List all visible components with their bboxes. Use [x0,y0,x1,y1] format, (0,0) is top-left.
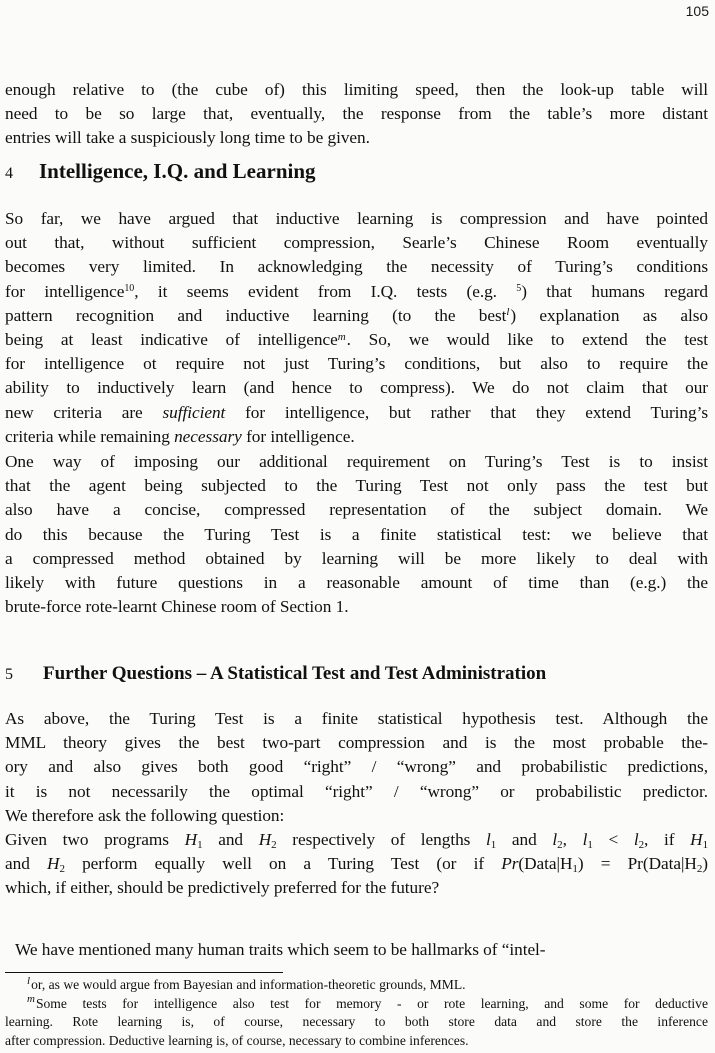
section-4-paragraph-2 [5,450,708,619]
text-line: enough relative to (the cube of) this limiting speed, then the look-up table will [5,80,708,99]
text-line [5,401,708,425]
footnote-ref-m[interactable]: m [337,330,346,343]
footnote-text: Some tests for intelligence also test for memory - or rote learning, and some for deductive [35,995,708,1011]
subscript: 1 [587,838,593,851]
text-line: that the agent being subjected to the Turing Test not only pass the test but [5,476,708,496]
text-span: ) = Pr(Data|H [577,854,697,874]
math-var: l [486,830,491,850]
footnote-marker: m [27,993,35,1006]
subscript: 2 [638,838,645,851]
text-span: (Data|H [518,854,573,874]
footnote-marker: l [27,974,31,987]
text-span: for intelligence [5,281,125,301]
text-span: and [496,830,553,850]
citation-ref[interactable]: 10 [124,282,135,294]
subscript: 1 [197,838,203,851]
math-var: H [47,854,60,874]
text-line [5,280,708,304]
subscript: 2 [557,838,563,851]
math-var: Pr [501,854,519,874]
section-title: Further Questions – A Statistical Test and Test Administration [43,663,547,684]
text-line [5,304,708,328]
subscript: 1 [702,838,709,851]
section-5-paragraph-1 [5,707,708,901]
text-line: We therefore ask the following question: [5,805,285,825]
emphasis: sufficient [162,402,226,422]
text-line: a compressed method obtained by learning will be more likely to deal with [5,548,708,568]
page-number: 105 [685,3,709,19]
text-span: and [5,854,47,874]
section-4-paragraph-1 [5,207,708,449]
text-line: also have a concise, compressed representation of the subject domain. We [5,500,708,520]
math-var: H [258,830,272,850]
emphasis: necessary [174,426,242,446]
text-line: ability to inductively learn (and hence to compress). We do not claim that our [5,378,708,398]
text-span: new criteria are [5,402,163,422]
text-line [5,425,708,449]
text-span: ) that humans regard [521,281,708,301]
question-line: which, if either, should be predictively preferred for the future? [5,878,440,898]
text-span: perform equally well on a Turing Test (or if [64,854,502,874]
math-var: H [690,830,703,850]
math-var: l [582,830,588,850]
footnote-m-line: after compression. Deductive learning is, of course, necessary to combine inferences. [5,1032,469,1048]
footnote-ref-l[interactable]: l [506,306,510,319]
text-span: for intelligence. [241,426,355,446]
subscript: 1 [572,862,578,875]
text-line: entries will take a suspiciously long time to be given. [5,128,370,148]
intro-paragraph [5,78,708,151]
text-line: brute-force rote-learnt Chinese room of Section 1. [5,597,349,617]
footnote-l [5,976,708,995]
text-span: < [592,830,634,850]
text-line: out that, without sufficient compression, Searle’s Chinese Room eventually [5,233,708,253]
section-5-paragraph-2 [15,938,708,962]
text-line: MML theory gives the best two-part compression and is the most probable the- [5,733,708,753]
question-line [5,852,708,876]
text-span: and [202,830,259,850]
text-line [5,328,708,352]
question-line [5,828,708,852]
section-number: 4 [5,165,13,182]
text-line: becomes very limited. In acknowledging the necessity of Turing’s conditions [5,257,708,277]
text-span: , if [644,830,691,850]
text-span: Given two programs [5,830,185,850]
text-line: One way of imposing our additional requirement on Turing’s Test is to insist [5,452,708,471]
math-var: H [184,830,198,850]
footnote-text: or, as we would argue from Bayesian and information-theoretic grounds, MML. [31,977,466,992]
text-line: do this because the Turing Test is a finite statistical test: we believe that [5,524,708,544]
footnote-m-line: learning. Rote learning is, of course, necessary to both store data and store the inference [5,1014,708,1030]
text-span: , [562,830,583,850]
subscript: 2 [271,838,277,851]
text-span: , it seems evident from I.Q. tests (e.g. [134,281,517,301]
text-line: it is not necessarily the optimal “right” / “wrong” or probabilistic predictor. [5,781,708,801]
subscript: 2 [59,862,65,875]
text-line: for intelligence ot require not just Turing’s conditions, but also to require the [5,354,708,374]
section-title: Intelligence, I.Q. and Learning [39,159,316,183]
section-4-heading [5,158,316,187]
text-span: being at least indicative of intelligence [5,330,338,350]
text-line: As above, the Turing Test is a finite statistical hypothesis test. Although the [5,709,708,728]
citation-ref[interactable]: 5 [516,282,522,294]
text-span: for intelligence, but rather that they extend Turing’s [225,402,709,422]
math-var: l [552,830,558,850]
section-5-heading [5,662,546,687]
text-span: respectively of lengths [276,830,487,850]
text-span: ) [702,854,709,874]
footnote-rule [5,972,283,973]
footnote-m [5,995,708,1014]
text-span: pattern recognition and inductive learning (to the best [5,305,507,325]
text-line: need to be so large that, eventually, the response from the table’s more distant [5,104,708,124]
text-span: criteria while remaining [5,426,175,446]
section-number: 5 [5,666,13,683]
subscript: 2 [696,862,703,875]
text-line: So far, we have argued that inductive learning is compression and have pointed [5,209,708,228]
text-span: ) explanation as also [510,305,708,325]
text-span: . So, we would like to extend the test [346,330,708,350]
math-var: l [633,830,639,850]
text-line: likely with future questions in a reasonable amount of time than (e.g.) the [5,573,708,593]
text-line: ory and also gives both good “right” / “wrong” and probabilistic predictions, [5,757,708,777]
subscript: 1 [490,838,497,851]
text-line: We have mentioned many human traits which seem to be hallmarks of “intel- [15,940,546,959]
footnotes [5,976,708,1050]
